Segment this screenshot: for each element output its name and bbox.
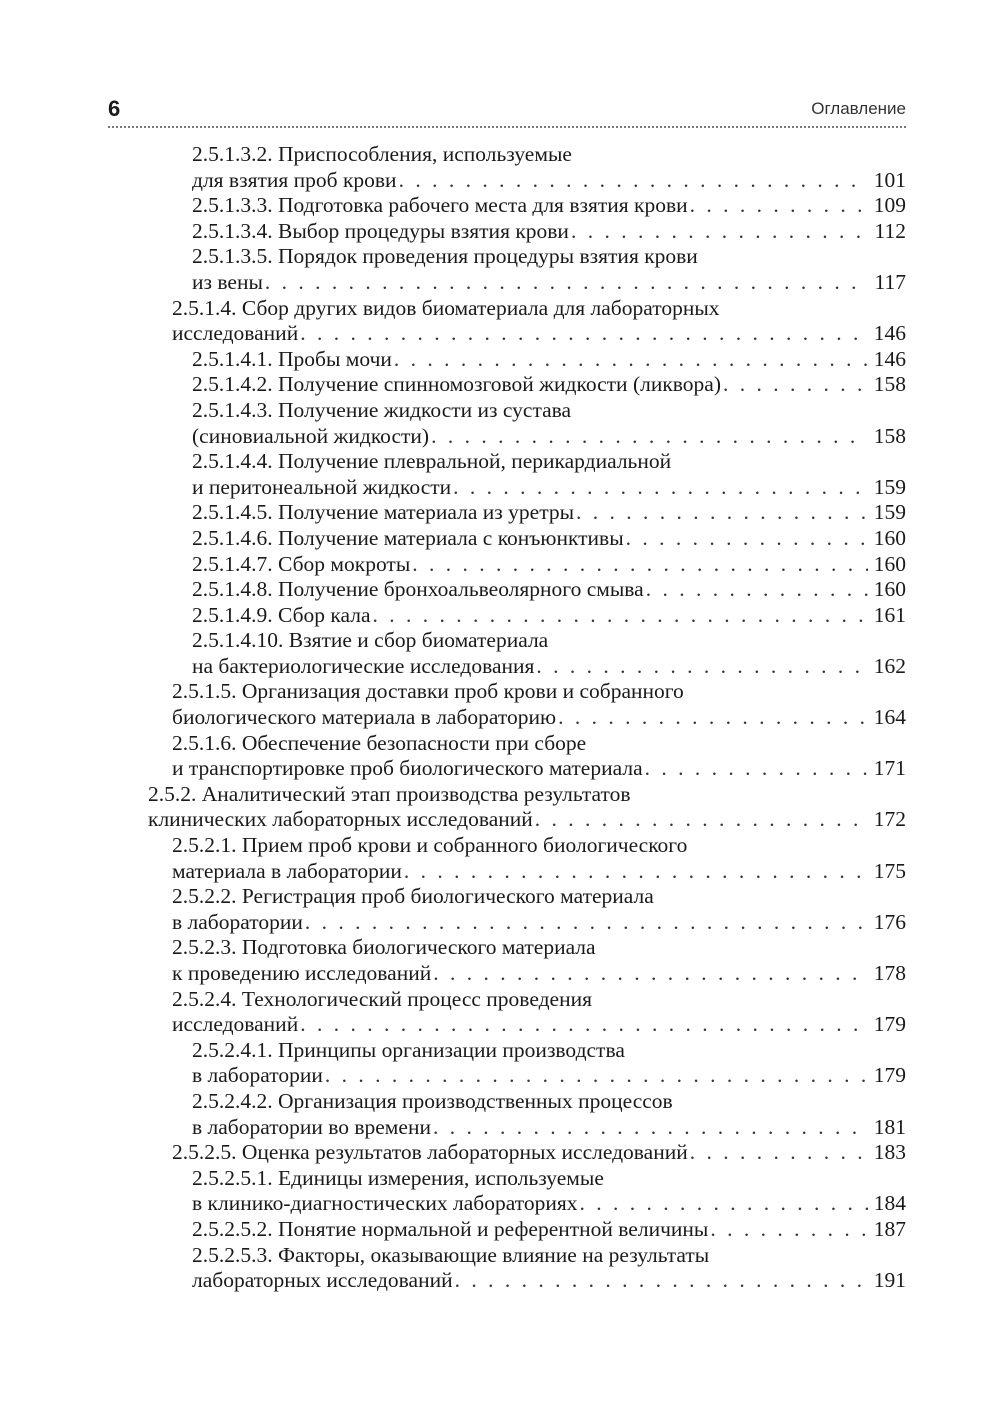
- toc-entry-last-line: [192, 219, 906, 245]
- toc-entry[interactable]: [0, 552, 1000, 578]
- dot-leader: [373, 603, 868, 629]
- toc-entry-last-line: [192, 552, 906, 578]
- toc-entry[interactable]: [0, 347, 1000, 373]
- toc-page-number: 187: [873, 1216, 906, 1241]
- toc-entry-line: [0, 782, 1000, 808]
- toc-page-number: 171: [873, 756, 906, 781]
- dot-leader: [576, 500, 868, 526]
- toc-page-number: 172: [873, 807, 906, 832]
- toc-entry-line: [0, 449, 1000, 475]
- toc-entry-title: 2.5.1.4.2. Получение спинномозговой жидкости (ликвора): [192, 372, 721, 397]
- toc-entry[interactable]: [0, 296, 1000, 347]
- toc-entry-title: для взятия проб крови: [192, 167, 397, 192]
- toc-entry-line: [0, 833, 1000, 859]
- toc-page-number: 179: [873, 1012, 906, 1037]
- toc-entry[interactable]: [0, 500, 1000, 526]
- toc-entry-title: в клинико-диагностических лабораториях: [192, 1191, 578, 1216]
- toc-entry-last-line: [192, 475, 906, 501]
- toc-entry-title: в лаборатории: [172, 909, 303, 934]
- dot-leader: [710, 1217, 867, 1243]
- dot-leader: [300, 321, 868, 347]
- toc-entry-last-line: [192, 1268, 906, 1294]
- toc-entry-last-line: [172, 705, 906, 731]
- dot-leader: [431, 424, 868, 450]
- toc-entry-title: на бактериологические исследования: [192, 653, 535, 678]
- dot-leader: [626, 526, 868, 552]
- toc-entry-line: [0, 1166, 1000, 1192]
- dot-leader: [580, 1191, 868, 1217]
- dot-leader: [412, 552, 867, 578]
- toc-entry-title: 2.5.2.4.2. Организация производственных процессов: [192, 1088, 673, 1113]
- toc-entry-title: 2.5.1.4.3. Получение жидкости из сустава: [192, 397, 572, 422]
- toc-entry-last-line: [172, 859, 906, 885]
- toc-entry-title: 2.5.1.5. Организация доставки проб крови и собранного: [172, 679, 684, 704]
- toc-entry-last-line: [192, 577, 906, 603]
- dot-leader: [399, 168, 868, 194]
- dot-leader: [455, 1268, 868, 1294]
- dot-leader: [723, 372, 868, 398]
- toc-entry[interactable]: [0, 782, 1000, 833]
- toc-entry-title: 2.5.1.4.4. Получение плевральной, перикардиальной: [192, 449, 672, 474]
- toc-entry-last-line: [192, 168, 906, 194]
- toc-entry-last-line: [172, 961, 906, 987]
- toc-page-number: 175: [873, 858, 906, 883]
- toc-entry-title: 2.5.1.4.6. Получение материала с конъюнктивы: [192, 525, 624, 550]
- toc-entry-title: 2.5.2.1. Прием проб крови и собранного биологического: [172, 833, 688, 858]
- toc-entry[interactable]: [0, 935, 1000, 986]
- toc-page-number: 184: [873, 1191, 906, 1216]
- toc-page-number: 160: [873, 551, 906, 576]
- toc-entry-title: 2.5.2.5.2. Понятие нормальной и референтной величины: [192, 1216, 709, 1241]
- toc-entry-title: и перитонеальной жидкости: [192, 474, 452, 499]
- toc-entry[interactable]: [0, 833, 1000, 884]
- toc-entry-last-line: [192, 424, 906, 450]
- toc-page-number: 164: [873, 705, 906, 730]
- toc-entry-title: лабораторных исследований: [192, 1268, 453, 1293]
- toc-entry-title: 2.5.2.5.3. Факторы, оказывающие влияние на результаты: [192, 1242, 710, 1267]
- toc-entry-title: 2.5.2. Аналитический этап производства результатов: [148, 781, 631, 806]
- dot-leader: [404, 859, 868, 885]
- toc-entry-title: к проведению исследований: [172, 961, 432, 985]
- toc-entry-title: 2.5.1.4.9. Сбор кала: [192, 602, 371, 627]
- toc-entry-title: материала в лаборатории: [172, 858, 402, 883]
- toc-entry-title: 2.5.2.4. Технологический процесс проведения: [172, 986, 592, 1011]
- toc-entry-title: 2.5.2.5. Оценка результатов лабораторных исследований: [172, 1140, 688, 1165]
- toc-entry-title: в лаборатории: [192, 1063, 323, 1088]
- toc-entry-title: 2.5.2.4.1. Принципы организации производства: [192, 1037, 625, 1062]
- dot-leader: [536, 654, 867, 680]
- toc-entry-line: [0, 398, 1000, 424]
- dot-leader: [535, 807, 868, 833]
- toc-page-number: 161: [873, 602, 906, 627]
- toc-entry[interactable]: [0, 577, 1000, 603]
- toc-entry-last-line: [192, 270, 906, 296]
- toc-entry-line: [0, 1243, 1000, 1269]
- toc-entry-last-line: [172, 756, 906, 782]
- toc-entry-last-line: [172, 1012, 906, 1038]
- toc-entry-title: 2.5.1.4.5. Получение материала из уретры: [192, 500, 575, 525]
- running-title: Оглавление: [811, 99, 906, 118]
- toc-entry-title: из вены: [192, 269, 263, 294]
- toc-entry-title: 2.5.1.4.7. Сбор мокроты: [192, 551, 411, 576]
- toc-entry-line: [0, 935, 1000, 961]
- toc-entry[interactable]: [0, 1089, 1000, 1140]
- table-of-contents: [0, 142, 1000, 1294]
- dot-leader: [646, 577, 868, 603]
- toc-entry-title: 2.5.2.3. Подготовка биологического материала: [172, 935, 596, 960]
- toc-entry-last-line: [192, 500, 906, 526]
- toc-entry[interactable]: [0, 1140, 1000, 1166]
- toc-entry-title: 2.5.1.6. Обеспечение безопасности при сборе: [172, 730, 587, 755]
- toc-page-number: 183: [873, 1140, 906, 1165]
- toc-entry-line: [0, 1038, 1000, 1064]
- page-header: [108, 94, 906, 128]
- toc-entry[interactable]: [0, 219, 1000, 245]
- dot-leader: [265, 270, 869, 296]
- toc-entry-last-line: [192, 193, 906, 219]
- toc-entry-title: 2.5.1.3.2. Приспособления, используемые: [192, 142, 572, 166]
- toc-entry[interactable]: [0, 244, 1000, 295]
- dot-leader: [645, 756, 868, 782]
- toc-entry-line: [0, 244, 1000, 270]
- toc-entry-last-line: [172, 321, 906, 347]
- toc-page-number: 159: [873, 474, 906, 499]
- toc-entry-title: биологического материала в лабораторию: [172, 705, 557, 730]
- toc-entry-line: [0, 884, 1000, 910]
- dot-leader: [690, 193, 868, 219]
- dot-leader: [690, 1140, 868, 1166]
- dot-leader: [453, 475, 868, 501]
- toc-page-number: 178: [873, 961, 906, 985]
- toc-entry[interactable]: [0, 398, 1000, 449]
- toc-entry[interactable]: [0, 1217, 1000, 1243]
- dot-leader: [394, 347, 868, 373]
- toc-entry-title: 2.5.2.2. Регистрация проб биологического материала: [172, 884, 654, 909]
- toc-entry-title: 2.5.1.3.5. Порядок проведения процедуры взятия крови: [192, 244, 698, 269]
- toc-page-number: 117: [874, 269, 906, 294]
- toc-entry[interactable]: [0, 526, 1000, 552]
- toc-page-number: 158: [873, 372, 906, 397]
- toc-page-number: 159: [873, 500, 906, 525]
- toc-entry[interactable]: [0, 372, 1000, 398]
- toc-page-number: 191: [873, 1268, 906, 1293]
- toc-page-number: 158: [873, 423, 906, 448]
- toc-entry-title: 2.5.1.4.10. Взятие и сбор биоматериала: [192, 628, 549, 653]
- toc-entry[interactable]: [0, 449, 1000, 500]
- toc-entry-title: 2.5.1.3.4. Выбор процедуры взятия крови: [192, 218, 569, 243]
- toc-page-number: 179: [873, 1063, 906, 1088]
- toc-page-number: 112: [874, 218, 906, 243]
- toc-entry-title: (синовиальной жидкости): [192, 423, 430, 448]
- toc-entry-title: 2.5.1.4. Сбор других видов биоматериала для лабораторных: [172, 295, 720, 320]
- toc-entry-last-line: [192, 1115, 906, 1141]
- toc-entry-line: [0, 987, 1000, 1013]
- toc-entry-last-line: [192, 654, 906, 680]
- dot-leader: [558, 705, 868, 731]
- toc-entry-last-line: [192, 372, 906, 398]
- dot-leader: [571, 219, 869, 245]
- toc-entry-last-line: [192, 1217, 906, 1243]
- toc-page-number: 176: [873, 909, 906, 934]
- dot-leader: [325, 1063, 868, 1089]
- toc-page-number: 146: [873, 346, 906, 371]
- toc-entry[interactable]: [0, 628, 1000, 679]
- dot-leader: [300, 1012, 868, 1038]
- toc-page-number: 160: [873, 525, 906, 550]
- toc-entry[interactable]: [0, 1166, 1000, 1217]
- toc-entry[interactable]: [0, 193, 1000, 219]
- toc-entry-title: и транспортировке проб биологического материала: [172, 756, 643, 781]
- toc-entry[interactable]: [0, 1243, 1000, 1294]
- toc-page-number: 146: [873, 321, 906, 346]
- toc-entry-last-line: [192, 1191, 906, 1217]
- toc-entry-line: [0, 296, 1000, 322]
- dot-leader: [433, 961, 868, 987]
- dot-leader: [433, 1115, 868, 1141]
- toc-page-number: 109: [873, 193, 906, 218]
- page-number: 6: [108, 96, 121, 121]
- toc-entry-title: исследований: [172, 321, 299, 346]
- toc-entry-title: в лаборатории во времени: [192, 1114, 431, 1139]
- toc-entry-last-line: [148, 807, 906, 833]
- toc-entry-title: 2.5.1.4.8. Получение бронхоальвеолярного смыва: [192, 577, 644, 602]
- toc-entry-line: [0, 142, 1000, 168]
- toc-entry-title: клинических лабораторных исследований: [148, 807, 533, 832]
- toc-entry-line: [0, 1089, 1000, 1115]
- dot-leader: [305, 910, 868, 936]
- toc-entry-title: исследований: [172, 1012, 299, 1037]
- toc-entry-title: 2.5.1.3.3. Подготовка рабочего места для взятия крови: [192, 193, 688, 218]
- toc-entry[interactable]: [0, 603, 1000, 629]
- toc-entry-last-line: [172, 1140, 906, 1166]
- toc-entry[interactable]: [0, 884, 1000, 935]
- toc-page-number: 162: [873, 653, 906, 678]
- toc-entry-line: [0, 731, 1000, 757]
- toc-entry[interactable]: [0, 1038, 1000, 1089]
- toc-entry-last-line: [192, 526, 906, 552]
- toc-page-number: 101: [873, 167, 906, 192]
- toc-entry-title: 2.5.2.5.1. Единицы измерения, используемые: [192, 1165, 604, 1190]
- toc-entry-last-line: [192, 1063, 906, 1089]
- toc-page-number: 181: [873, 1114, 906, 1139]
- toc-entry-line: [0, 679, 1000, 705]
- toc-entry[interactable]: [0, 142, 1000, 193]
- toc-entry[interactable]: [0, 731, 1000, 782]
- header-dotted-rule: [108, 126, 906, 128]
- toc-entry-line: [0, 628, 1000, 654]
- toc-entry-last-line: [192, 347, 906, 373]
- toc-entry-title: 2.5.1.4.1. Пробы мочи: [192, 346, 392, 371]
- toc-entry[interactable]: [0, 679, 1000, 730]
- toc-entry-last-line: [172, 910, 906, 936]
- toc-entry[interactable]: [0, 987, 1000, 1038]
- toc-page-number: 160: [873, 577, 906, 602]
- toc-entry-last-line: [192, 603, 906, 629]
